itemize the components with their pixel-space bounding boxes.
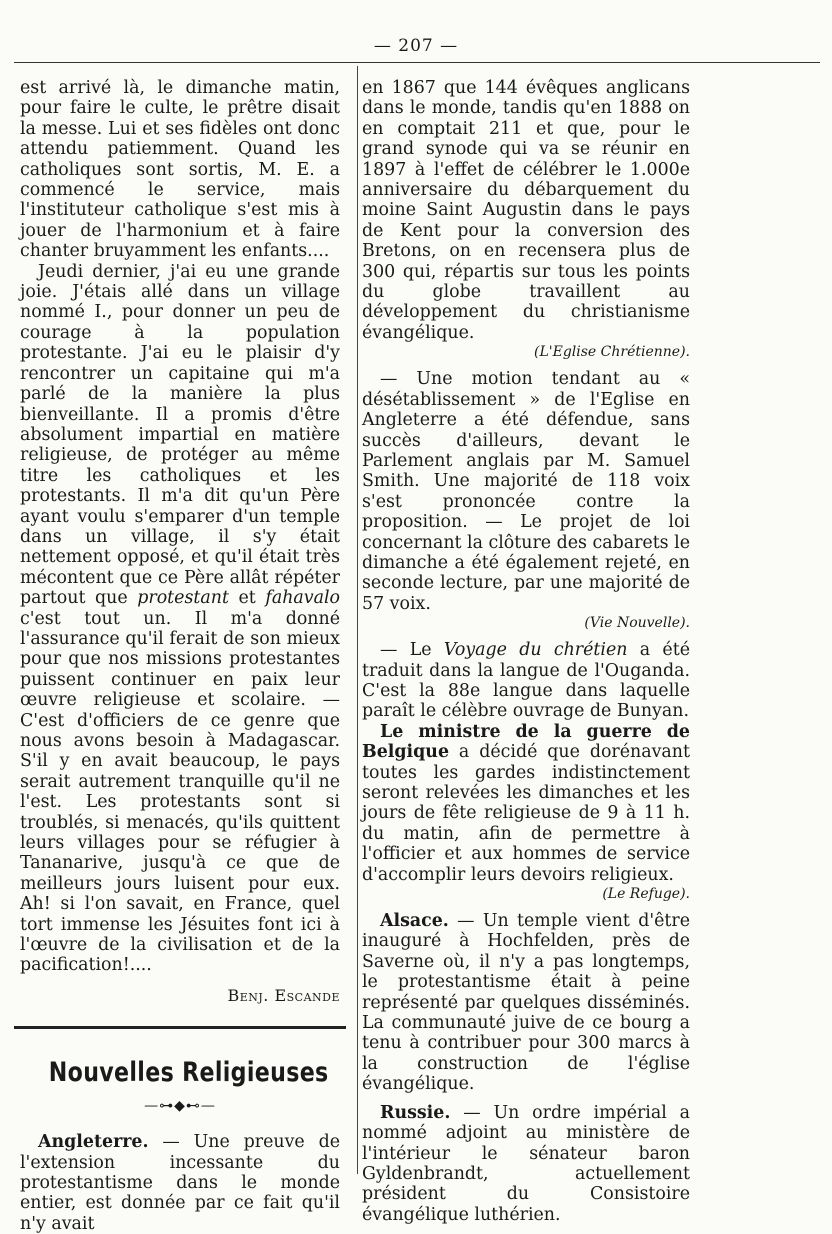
column-divider bbox=[357, 66, 358, 1174]
capitaine-italic-protestant: protestant bbox=[137, 588, 229, 609]
left-column bbox=[20, 78, 340, 1234]
fleuron-ornament: —⊶◆⊷— bbox=[144, 1097, 216, 1114]
header-rule bbox=[14, 62, 820, 63]
alsace-paragraph bbox=[362, 911, 690, 1095]
section-rule bbox=[14, 1026, 346, 1029]
angleterre-paragraph bbox=[20, 1132, 340, 1234]
alsace-text: — Un temple vient d'être inauguré à Hochfelden, près de Saverne où, il n'y a pas longtemps, le protestantisme était à peine représenté par quelques disséminés. La communauté juive de ce bourg a tenu à contribuer pour 300 marcs à la construction de l'église évangélique. bbox=[362, 911, 690, 1095]
russie-text: — Un ordre impérial a nommé adjoint au ministère de l'intérieur le sénateur baron Gyldenbrandt, actuellement président du Consistoire évangélique luthérien. bbox=[362, 1102, 690, 1225]
belgique-text: a décidé que dorénavant toutes les gardes indistinctement seront relevées les dimanches et les jours de fête religieuse de 9 à 11 h. du matin, afin de permettre à l'officier et aux hommes de service d'accomplir leurs devoirs religieux. bbox=[362, 742, 690, 885]
capitaine-text-b: et bbox=[228, 588, 266, 609]
source-le-refuge: (Le Refuge). bbox=[602, 886, 690, 903]
russie-paragraph bbox=[362, 1103, 690, 1225]
angleterre-continued-paragraph: en 1867 que 144 évêques anglicans dans le monde, tandis qu'en 1888 on en comptait 211 et que, pour le grand synode qui va se réunir en 1897 à l'effet de célébrer le 1.000e anniversaire du débarquement du moine Saint Augustin dans le pays de Kent pour la conversion des Bretons, on en recensera plus de 300 qui, répartis sur tous les points du globe travaillent au développement du christianisme évangélique. bbox=[362, 78, 690, 343]
capitaine-italic-fahavalo: fahavalo bbox=[265, 588, 340, 609]
continuation-paragraph: est arrivé là, le dimanche matin, pour faire le culte, le prêtre disait la messe. Lui et ses fidèles ont donc attendu patiemment. Quand les catholiques sont sortis, M. E. a commencé le service, mais l'instituteur catholique s'est mis à jouer de l'harmonium et à faire chanter bruyamment les enfants.... bbox=[20, 78, 340, 262]
alsace-heading: Alsace. bbox=[380, 911, 449, 932]
section-title: Nouvelles Religieuses bbox=[48, 1057, 329, 1089]
voyage-paragraph bbox=[362, 640, 690, 722]
angleterre-text: — Une preuve de l'extension incessante du protestantisme dans le monde entier, est donnée par ce fait qu'il n'y avait bbox=[20, 1132, 340, 1234]
source-vie-nouvelle: (Vie Nouvelle). bbox=[584, 615, 690, 632]
voyage-text-b: a été traduit dans la langue de l'Ouganda. C'est la 88e langue dans laquelle paraît le célèbre ouvrage de Bunyan. bbox=[362, 640, 691, 722]
angleterre-heading: Angleterre. bbox=[38, 1132, 149, 1153]
belgique-paragraph bbox=[362, 722, 690, 885]
motion-paragraph: — Une motion tendant au « désétablissement » de l'Eglise en Angleterre a été défendue, sans succès d'ailleurs, devant le Parlement anglais par M. Samuel Smith. Une majorité de 118 voix s'est prononcée contre la proposition. — Le projet de loi concernant la clôture des cabarets le dimanche a été également rejeté, en seconde lecture, par une majorité de 57 voix. bbox=[362, 369, 690, 614]
voyage-text-a: — Le bbox=[380, 640, 444, 661]
right-column bbox=[362, 78, 690, 1225]
belgique-heading: Le ministre de la guerre de Belgique bbox=[362, 721, 690, 763]
capitaine-text-c: c'est tout un. Il m'a donné l'assurance qu'il ferait de son mieux pour que nos missions protestantes puissent continuer en paix leur œuvre religieuse et scolaire. — C'est d'officiers de ce genre que nous avons besoin à Madagascar. S'il y en avait beaucoup, le pays serait autrement tranquille qu'il ne l'est. Les protestants sont si troublés, si menacés, qu'ils quittent leurs villages pour se réfugier à Tananarive, jusqu'à ce que de meilleurs jours luisent pour eux. Ah! si l'on savait, en France, quel tort immense les Jésuites font ici à l'œuvre de la civilisation et de la pacification!.... bbox=[20, 608, 340, 976]
capitaine-paragraph bbox=[20, 262, 340, 976]
source-eglise-chretienne: (L'Eglise Chrétienne). bbox=[534, 344, 690, 361]
page-number: — 207 — bbox=[373, 36, 459, 56]
russie-heading: Russie. bbox=[380, 1102, 451, 1123]
capitaine-text-a: Jeudi dernier, j'ai eu une grande joie. J'étais allé dans un village nommé I., pour donner un peu de courage à la population protestante. J'ai eu le plaisir d'y rencontrer un capitaine qui m'a parlé de la manière la plus bienveillante. Il a promis d'être absolument impartial en matière religieuse, de protéger au même titre les catholiques et les protestants. Il m'a dit qu'un Père ayant voulu s'emparer d'un temple dans un village, il s'y était nettement opposé, et qu'il était très mécontent que ce Père allât répéter partout que bbox=[20, 261, 340, 609]
signature: Benj. Escande bbox=[227, 985, 340, 1005]
voyage-italic-title: Voyage du chrétien bbox=[443, 640, 628, 661]
